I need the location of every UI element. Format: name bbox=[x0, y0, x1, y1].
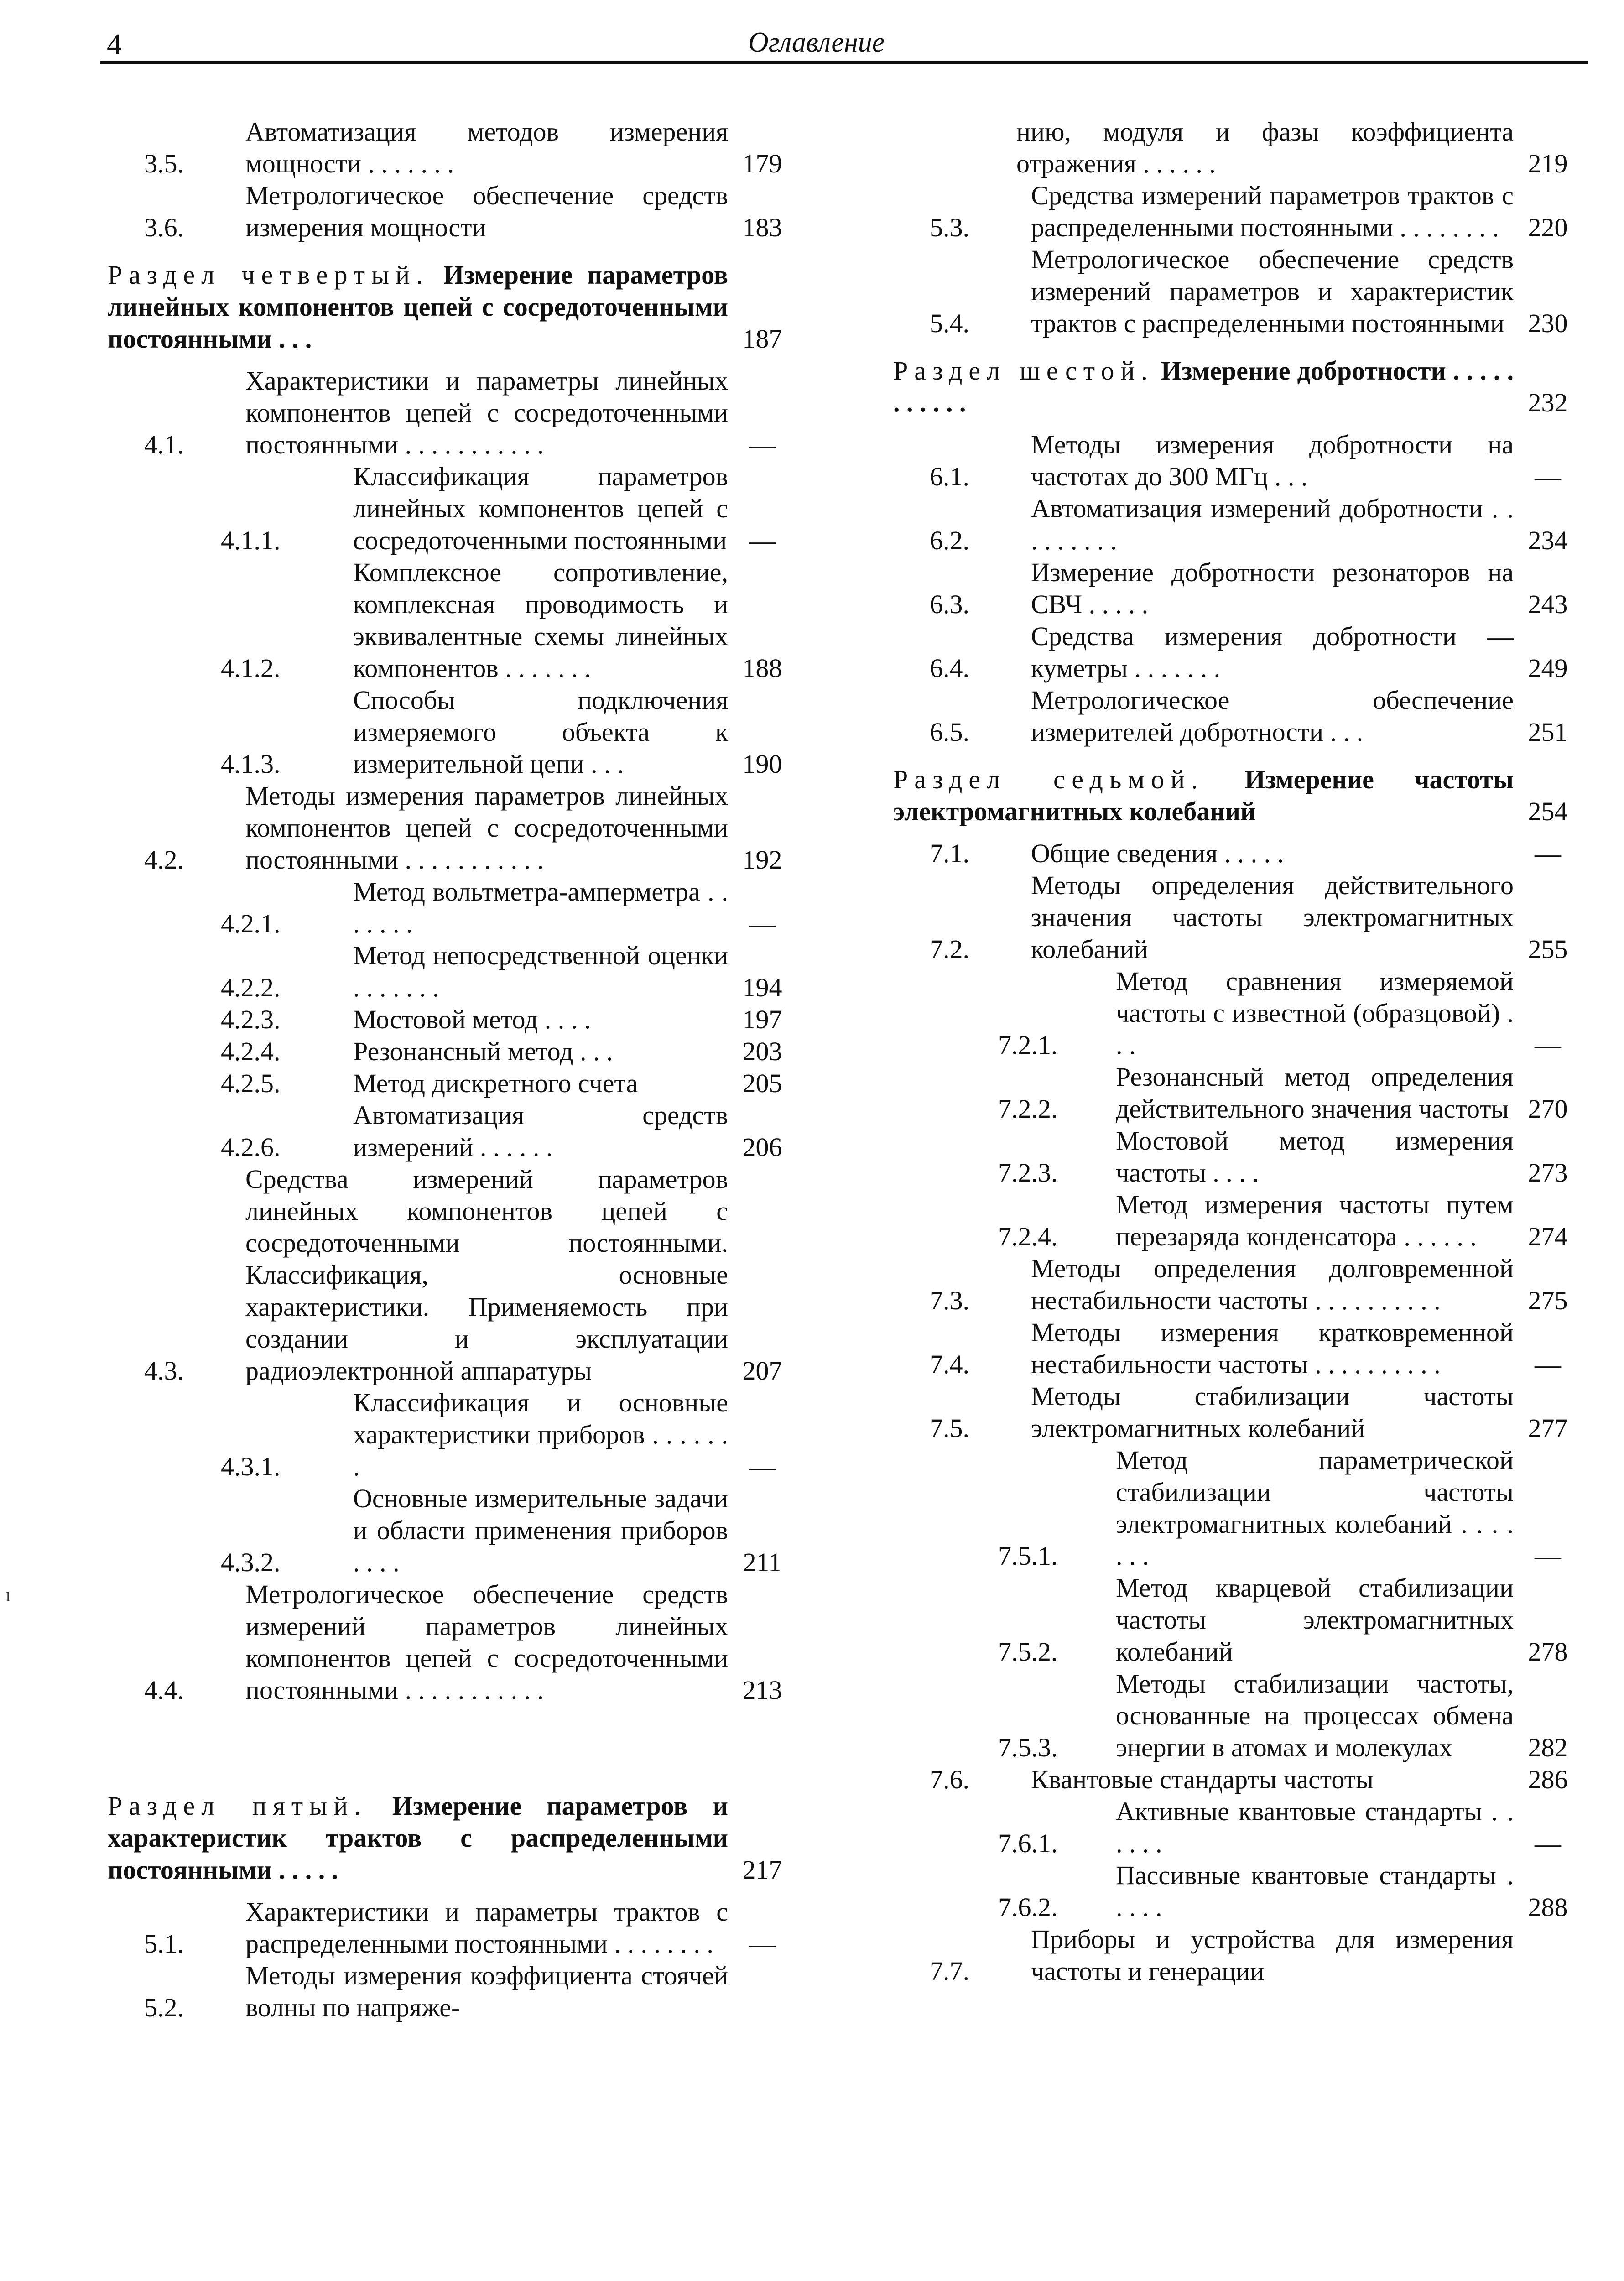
toc-entry bbox=[893, 1444, 1582, 1572]
entry-number: 5.1. bbox=[144, 1929, 184, 1958]
toc-entry bbox=[108, 1896, 796, 1960]
page-number: 255 bbox=[1528, 934, 1568, 964]
toc-column-left bbox=[108, 116, 796, 2024]
section-prefix: Раздел седьмой. bbox=[893, 765, 1204, 794]
toc-entry bbox=[108, 1483, 796, 1578]
page-number: 243 bbox=[1528, 589, 1568, 619]
entry-text: Методы стабилизации частоты, основанные на процессах обмена энергии в атомах и молекулах bbox=[1116, 1669, 1514, 1762]
entry-number: 7.6.1. bbox=[998, 1828, 1058, 1858]
toc-entry bbox=[893, 1923, 1582, 1987]
entry-text: Метрологическое обеспечение измерителей добротности . . . bbox=[1031, 685, 1514, 747]
toc-entry bbox=[893, 684, 1582, 748]
page-number: — bbox=[749, 526, 776, 555]
toc-entry bbox=[108, 557, 796, 684]
entry-text: Характеристики и параметры трактов с распределенными постоянными . . . . . . . . bbox=[245, 1897, 728, 1958]
entry-text: Метод вольтметра-амперметра . . . . . . . bbox=[353, 877, 728, 938]
toc-entry bbox=[893, 1253, 1582, 1317]
toc-entry bbox=[893, 244, 1582, 339]
running-title: Оглавление bbox=[748, 27, 885, 58]
page-number: 206 bbox=[742, 1132, 782, 1162]
toc-entry bbox=[108, 1578, 796, 1706]
entry-text: Методы определения действительного значения частоты электромагнитных колебаний bbox=[1031, 870, 1514, 964]
entry-number: 7.5.1. bbox=[998, 1541, 1058, 1571]
toc-entry bbox=[108, 1068, 796, 1099]
page-number: 254 bbox=[1528, 797, 1568, 826]
entry-text: Средства измерений параметров трактов с распределенными постоянными . . . . . . . . bbox=[1031, 181, 1514, 242]
entry-text: Метод непосредственной оценки . . . . . . . bbox=[353, 941, 728, 1002]
spacer bbox=[108, 1706, 796, 1775]
page-number: 213 bbox=[742, 1675, 782, 1705]
page-number: 207 bbox=[742, 1356, 782, 1385]
entry-number: 4.2.4. bbox=[221, 1036, 281, 1066]
entry-text: Методы измерения добротности на частотах до 300 МГц . . . bbox=[1031, 430, 1514, 491]
entry-number: 6.1. bbox=[930, 462, 969, 491]
entry-number: 6.2. bbox=[930, 526, 969, 555]
page-number: 277 bbox=[1528, 1413, 1568, 1443]
section-heading bbox=[108, 1790, 796, 1886]
entry-number: 6.5. bbox=[930, 717, 969, 747]
toc-entry bbox=[108, 1387, 796, 1483]
entry-text: Измерение добротности резонаторов на СВЧ . . . . . bbox=[1031, 557, 1514, 619]
toc-entry bbox=[108, 1960, 796, 2024]
entry-number: 7.5. bbox=[930, 1413, 969, 1443]
entry-text: Квантовые стандарты частоты bbox=[1031, 1765, 1374, 1794]
entry-text: Автоматизация измерений добротности . . . . . . . . . bbox=[1031, 494, 1514, 555]
entry-number: 7.2.1. bbox=[998, 1030, 1058, 1060]
entry-text: Метрологическое обеспечение средств измерения мощности bbox=[245, 181, 728, 242]
entry-number: 7.6.2. bbox=[998, 1892, 1058, 1922]
toc-entry bbox=[893, 870, 1582, 965]
entry-text: Методы измерения параметров линейных компонентов цепей с сосредоточенными постоянными . . . . . . . . . . . bbox=[245, 781, 728, 875]
entry-text: Метод дискретного счета bbox=[353, 1068, 638, 1098]
toc-entry bbox=[108, 684, 796, 780]
section-title: Измерение добротности . . . . . . . . . . . bbox=[893, 356, 1514, 417]
toc-entry bbox=[893, 1061, 1582, 1125]
entry-number: 4.1.1. bbox=[221, 526, 281, 555]
entry-text: Резонансный метод определения действительного значения частоты bbox=[1116, 1062, 1514, 1124]
page-number: 230 bbox=[1528, 308, 1568, 338]
section-text bbox=[108, 1790, 728, 1886]
toc-entry bbox=[108, 876, 796, 940]
page-number: — bbox=[1535, 838, 1561, 868]
section-title: Измерение параметров линейных компонентов цепей с сосредоточенными постоянными . . . bbox=[108, 260, 729, 354]
section-text bbox=[893, 764, 1514, 828]
entry-text: Приборы и устройства для измерения частоты и генерации bbox=[1031, 1924, 1514, 1986]
entry-number: 5.3. bbox=[930, 213, 969, 242]
entry-number: 7.2. bbox=[930, 934, 969, 964]
entry-text: Метод измерения частоты путем перезаряда конденсатора . . . . . . bbox=[1116, 1190, 1514, 1251]
page-number: 203 bbox=[742, 1036, 782, 1066]
page-number: 179 bbox=[742, 149, 782, 178]
page-number: 274 bbox=[1528, 1222, 1568, 1251]
entry-text: Метрологическое обеспечение средств измерений параметров линейных компонентов цепей с сосредоточенными постоянными . . . . . . . . . . . bbox=[245, 1579, 728, 1705]
toc-entry bbox=[893, 965, 1582, 1061]
entry-number: 3.5. bbox=[144, 149, 184, 178]
scan-speck: ı bbox=[5, 1583, 11, 1606]
entry-text: нию, модуля и фазы коэффициента отражения . . . . . . bbox=[1016, 117, 1514, 178]
entry-text: Классификация и основные характеристики приборов . . . . . . . bbox=[353, 1388, 728, 1481]
page-number: 205 bbox=[742, 1068, 782, 1098]
entry-text: Методы стабилизации частоты электромагнитных колебаний bbox=[1031, 1381, 1514, 1443]
section-prefix: Раздел шестой. bbox=[893, 356, 1154, 385]
section-text bbox=[108, 259, 728, 355]
entry-number: 7.2.4. bbox=[998, 1222, 1058, 1251]
section-heading bbox=[893, 355, 1582, 419]
page-number: 278 bbox=[1528, 1637, 1568, 1666]
page-number: 211 bbox=[743, 1547, 782, 1577]
toc-entry bbox=[893, 1317, 1582, 1380]
entry-number: 4.1.2. bbox=[221, 653, 281, 683]
section-prefix: Раздел четвертый. bbox=[108, 260, 429, 290]
toc-entry bbox=[893, 1189, 1582, 1253]
toc-entry bbox=[108, 116, 796, 180]
toc-entry-continuation bbox=[893, 116, 1582, 180]
entry-text: Способы подключения измеряемого объекта к измерительной цепи . . . bbox=[353, 685, 728, 779]
page-number: 219 bbox=[1528, 149, 1568, 178]
page-number: — bbox=[749, 1929, 776, 1958]
page-number: 251 bbox=[1528, 717, 1568, 747]
entry-number: 3.6. bbox=[144, 213, 184, 242]
section-heading bbox=[893, 764, 1582, 828]
toc-entry bbox=[893, 1380, 1582, 1444]
toc-entry bbox=[893, 557, 1582, 620]
entry-number: 4.2.3. bbox=[221, 1005, 281, 1034]
page-number: 282 bbox=[1528, 1733, 1568, 1762]
entry-number: 7.5.3. bbox=[998, 1733, 1058, 1762]
toc-entry bbox=[108, 1099, 796, 1163]
entry-number: 7.4. bbox=[930, 1349, 969, 1379]
entry-number: 4.1. bbox=[144, 430, 184, 459]
toc-entry bbox=[893, 1796, 1582, 1859]
page-number: — bbox=[749, 1452, 776, 1481]
toc-entry bbox=[893, 493, 1582, 557]
entry-number: 7.1. bbox=[930, 838, 969, 868]
page-number: 192 bbox=[742, 845, 782, 875]
page-number: 234 bbox=[1528, 526, 1568, 555]
entry-number: 5.4. bbox=[930, 308, 969, 338]
entry-text: Средства измерения добротности — куметры . . . . . . . bbox=[1031, 621, 1514, 683]
toc-entry bbox=[893, 1125, 1582, 1189]
page-number: 270 bbox=[1528, 1094, 1568, 1124]
entry-text: Метод параметрической стабилизации частоты электромагнитных колебаний . . . . . . . bbox=[1116, 1445, 1514, 1571]
toc-entry bbox=[893, 1764, 1582, 1796]
entry-text: Активные квантовые стандарты . . . . . . bbox=[1116, 1797, 1514, 1858]
entry-text: Основные измерительные задачи и области применения приборов . . . . bbox=[353, 1484, 728, 1577]
entry-number: 4.2.6. bbox=[221, 1132, 281, 1162]
entry-text: Автоматизация методов измерения мощности . . . . . . . bbox=[245, 117, 728, 178]
page-number: 190 bbox=[742, 749, 782, 779]
page-number: 220 bbox=[1528, 213, 1568, 242]
entry-text: Общие сведения . . . . . bbox=[1031, 838, 1284, 868]
toc-column-right bbox=[893, 116, 1582, 1987]
entry-text: Методы определения долговременной нестабильности частоты . . . . . . . . . . bbox=[1031, 1254, 1514, 1315]
section-prefix: Раздел пятый. bbox=[108, 1791, 367, 1821]
entry-text: Мостовой метод . . . . bbox=[353, 1005, 591, 1034]
entry-number: 5.2. bbox=[144, 1993, 184, 2022]
toc-entry bbox=[108, 1004, 796, 1036]
page-number: — bbox=[1535, 1828, 1561, 1858]
entry-number: 4.3.1. bbox=[221, 1452, 281, 1481]
entry-text: Автоматизация средств измерений . . . . . . bbox=[353, 1100, 728, 1162]
entry-number: 7.7. bbox=[930, 1956, 969, 1986]
toc-entry bbox=[108, 1036, 796, 1068]
entry-number: 7.2.3. bbox=[998, 1158, 1058, 1187]
entry-number: 4.3. bbox=[144, 1356, 184, 1385]
page-number: — bbox=[1535, 1541, 1561, 1571]
toc-entry bbox=[893, 838, 1582, 870]
section-text bbox=[893, 355, 1514, 419]
toc-entry bbox=[108, 461, 796, 557]
entry-text: Метод сравнения измеряемой частоты с известной (образцовой) . . . bbox=[1116, 966, 1514, 1060]
entry-number: 6.4. bbox=[930, 653, 969, 683]
toc-entry bbox=[893, 1572, 1582, 1668]
page-number: 249 bbox=[1528, 653, 1568, 683]
page-number: 188 bbox=[742, 653, 782, 683]
page-number: — bbox=[1535, 1030, 1561, 1060]
page-number: — bbox=[1535, 462, 1561, 491]
entry-number: 4.2.1. bbox=[221, 909, 281, 938]
entry-text: Резонансный метод . . . bbox=[353, 1036, 613, 1066]
page-number: 194 bbox=[742, 973, 782, 1002]
entry-text: Пассивные квантовые стандарты . . . . . bbox=[1116, 1860, 1514, 1922]
toc-entry bbox=[893, 180, 1582, 244]
page-number: 183 bbox=[742, 213, 782, 242]
toc-entry bbox=[893, 620, 1582, 684]
section-heading bbox=[108, 259, 796, 355]
page-number: 288 bbox=[1528, 1892, 1568, 1922]
entry-number: 7.6. bbox=[930, 1765, 969, 1794]
entry-text: Средства измерений параметров линейных компонентов цепей с сосредоточенными постоянными. Классификация, основные характеристики. Применяемость при создании и эксплуатации радиоэлектронной аппаратуры bbox=[245, 1164, 728, 1385]
page-number: 275 bbox=[1528, 1286, 1568, 1315]
entry-text: Комплексное сопротивление, комплексная проводимость и эквивалентные схемы линейных компонентов . . . . . . . bbox=[353, 557, 728, 683]
entry-text: Метрологическое обеспечение средств измерений параметров и характеристик трактов с распределенными постоянными bbox=[1031, 245, 1514, 338]
page-number: 197 bbox=[742, 1005, 782, 1034]
entry-number: 7.3. bbox=[930, 1286, 969, 1315]
toc-entry bbox=[108, 180, 796, 244]
toc-entry bbox=[108, 780, 796, 876]
entry-number: 4.1.3. bbox=[221, 749, 281, 779]
entry-number: 7.5.2. bbox=[998, 1637, 1058, 1666]
entry-text: Метод кварцевой стабилизации частоты электромагнитных колебаний bbox=[1116, 1573, 1514, 1666]
page-number: 187 bbox=[742, 324, 782, 354]
section-title: Измерение частоты электромагнитных колебаний bbox=[893, 765, 1514, 826]
entry-number: 4.2.5. bbox=[221, 1068, 281, 1098]
entry-number: 6.3. bbox=[930, 589, 969, 619]
page-number: — bbox=[1535, 1349, 1561, 1379]
entry-text: Классификация параметров линейных компонентов цепей с сосредоточенными постоянными bbox=[353, 462, 728, 555]
entry-number: 4.3.2. bbox=[221, 1547, 281, 1577]
section-title: Измерение параметров и характеристик трактов с распределенными постоянными . . . . . bbox=[108, 1791, 728, 1885]
entry-text: Мостовой метод измерения частоты . . . . bbox=[1116, 1126, 1514, 1187]
page-number: 232 bbox=[1528, 388, 1568, 417]
entry-text: Характеристики и параметры линейных компонентов цепей с сосредоточенными постоянными . . . . . . . . . . . bbox=[245, 366, 728, 459]
toc-entry bbox=[108, 365, 796, 461]
entry-number: 7.2.2. bbox=[998, 1094, 1058, 1124]
page-number: — bbox=[749, 909, 776, 938]
entry-number: 4.2. bbox=[144, 845, 184, 875]
toc-entry bbox=[108, 940, 796, 1004]
entry-text: Методы измерения коэффициента стоячей волны по напряже- bbox=[245, 1961, 728, 2022]
page-number: 273 bbox=[1528, 1158, 1568, 1187]
toc-entry bbox=[893, 1859, 1582, 1923]
entry-number: 4.2.2. bbox=[221, 973, 281, 1002]
toc-entry bbox=[893, 1668, 1582, 1764]
page-number: 217 bbox=[742, 1855, 782, 1885]
toc-entry bbox=[108, 1163, 796, 1387]
entry-number: 4.4. bbox=[144, 1675, 184, 1705]
page-number: 4 bbox=[107, 28, 122, 61]
page-number: 286 bbox=[1528, 1765, 1568, 1794]
entry-text: Методы измерения кратковременной нестабильности частоты . . . . . . . . . . bbox=[1031, 1318, 1514, 1379]
toc-entry bbox=[893, 429, 1582, 493]
header-rule bbox=[100, 61, 1588, 64]
page-number: — bbox=[749, 430, 776, 459]
